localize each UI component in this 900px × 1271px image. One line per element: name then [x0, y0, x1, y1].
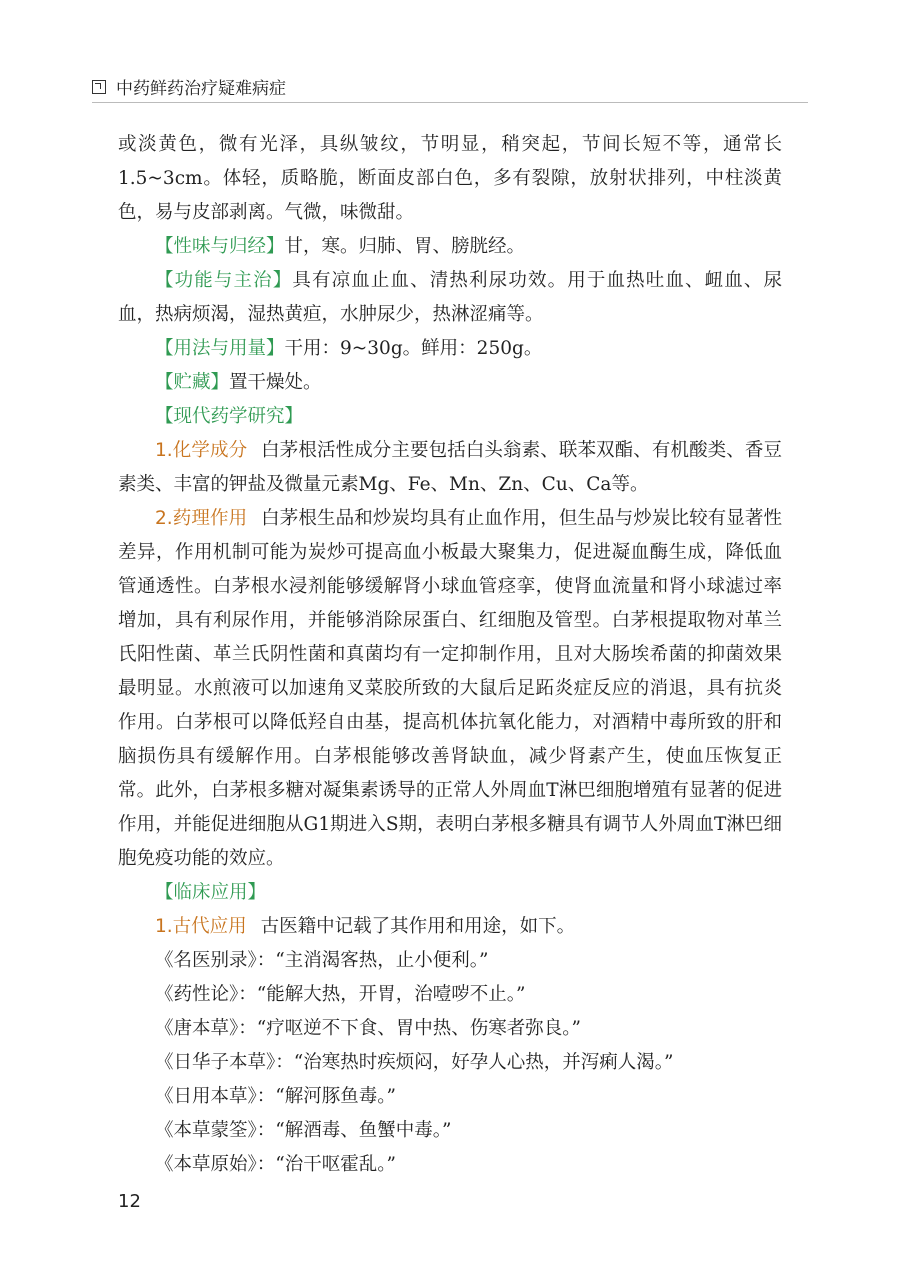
quote-line: 《日华子本草》：“治寒热时疾烦闷，好孕人心热，并泻痢人渴。” [155, 1052, 674, 1073]
chem-paragraph [118, 434, 782, 502]
subsection-text: 白茅根生品和炒炭均具有止血作用，但生品与炒炭比较有显著性差异，作用机制可能为炭炒可提高血小板最大聚集力，促进凝血酶生成，降低血管通透性。白茅根水浸剂能够缓解肾小球血管痉挛，使肾血流量和肾小球滤过率增加，具有利尿作用，并能够消除尿蛋白、红细胞及管型。白茅根提取物对革兰氏阳性菌、革兰氏阴性菌和真菌均有一定抑制作用，且对大肠埃希菌的抑菌效果最明显。水煎液可以加速角叉菜胶所致的大鼠后足跖炎症反应的消退，具有抗炎作用。白茅根可以降低羟自由基，提高机体抗氧化能力，对酒精中毒所致的肝和脑损伤具有缓解作用。白茅根能够改善肾缺血，减少肾素产生，使血压恢复正常。此外，白茅根多糖对凝集素诱导的正常人外周血T淋巴细胞增殖有显著的促进作用，并能促进细胞从G1期进入S期，表明白茅根多糖具有调节人外周血T淋巴细胞免疫功能的效应。 [118, 508, 782, 869]
section-heading: 【现代药学研究】 [155, 406, 304, 427]
section-text: 具有凉血止血、清热利尿功效。用于血热吐血、衄血、尿血，热病烦渴，湿热黄疸，水肿尿少，热淋涩痛等。 [118, 270, 782, 325]
subsection-heading: 1.古代应用 [155, 916, 247, 937]
gongneng-paragraph [118, 264, 782, 332]
header-rule [92, 102, 808, 103]
pharm-paragraph [118, 502, 782, 876]
section-heading: 【临床应用】 [155, 882, 267, 903]
quote-line: 《本草原始》：“治干呕霍乱。” [155, 1154, 396, 1175]
section-text: 甘，寒。归肺、胃、膀胱经。 [284, 236, 526, 257]
clinical-heading-paragraph [118, 876, 782, 910]
zhucang-paragraph [118, 366, 782, 400]
page-body [118, 128, 782, 1182]
running-header [92, 74, 286, 99]
quote-line: 《名医别录》：“主消渴客热，止小便利。” [155, 950, 489, 971]
subsection-text: 古医籍中记载了其作用和用途，如下。 [260, 916, 576, 937]
quote-line: 《日用本草》：“解河豚鱼毒。” [155, 1086, 396, 1107]
book-title: 中药鲜药治疗疑难病症 [116, 79, 286, 99]
subsection-heading: 1.化学成分 [155, 440, 248, 461]
quote-line: 《本草蒙筌》：“解酒毒、鱼蟹中毒。” [155, 1120, 452, 1141]
section-heading: 【功能与主治】 [155, 270, 293, 291]
modern-heading-paragraph [118, 400, 782, 434]
section-heading: 【用法与用量】 [155, 338, 285, 359]
section-text: 置干燥处。 [229, 372, 322, 393]
page-number: 12 [118, 1191, 141, 1212]
description-paragraph: 或淡黄色，微有光泽，具纵皱纹，节明显，稍突起，节间长短不等，通常长1.5~3cm。体轻，质略脆，断面皮部白色，多有裂隙，放射状排列，中柱淡黄色，易与皮部剥离。气微，味微甜。 [118, 134, 782, 223]
xingwei-paragraph [118, 230, 782, 264]
yongfa-paragraph [118, 332, 782, 366]
section-text: 干用：9~30g。鲜用：250g。 [284, 338, 543, 359]
section-heading: 【性味与归经】 [155, 236, 285, 257]
subsection-heading: 2.药理作用 [155, 508, 248, 529]
ancient-paragraph [118, 910, 782, 944]
section-heading: 【贮藏】 [155, 372, 230, 393]
subsection-text: 白茅根活性成分主要包括白头翁素、联苯双酯、有机酸类、香豆素类、丰富的钾盐及微量元素Mg、Fe、Mn、Zn、Cu、Ca等。 [118, 440, 782, 495]
header-square-icon [92, 80, 106, 94]
quote-line: 《唐本草》：“疗呕逆不下食、胃中热、伤寒者弥良。” [155, 1018, 581, 1039]
quote-line: 《药性论》：“能解大热，开胃，治噎哕不止。” [155, 984, 526, 1005]
